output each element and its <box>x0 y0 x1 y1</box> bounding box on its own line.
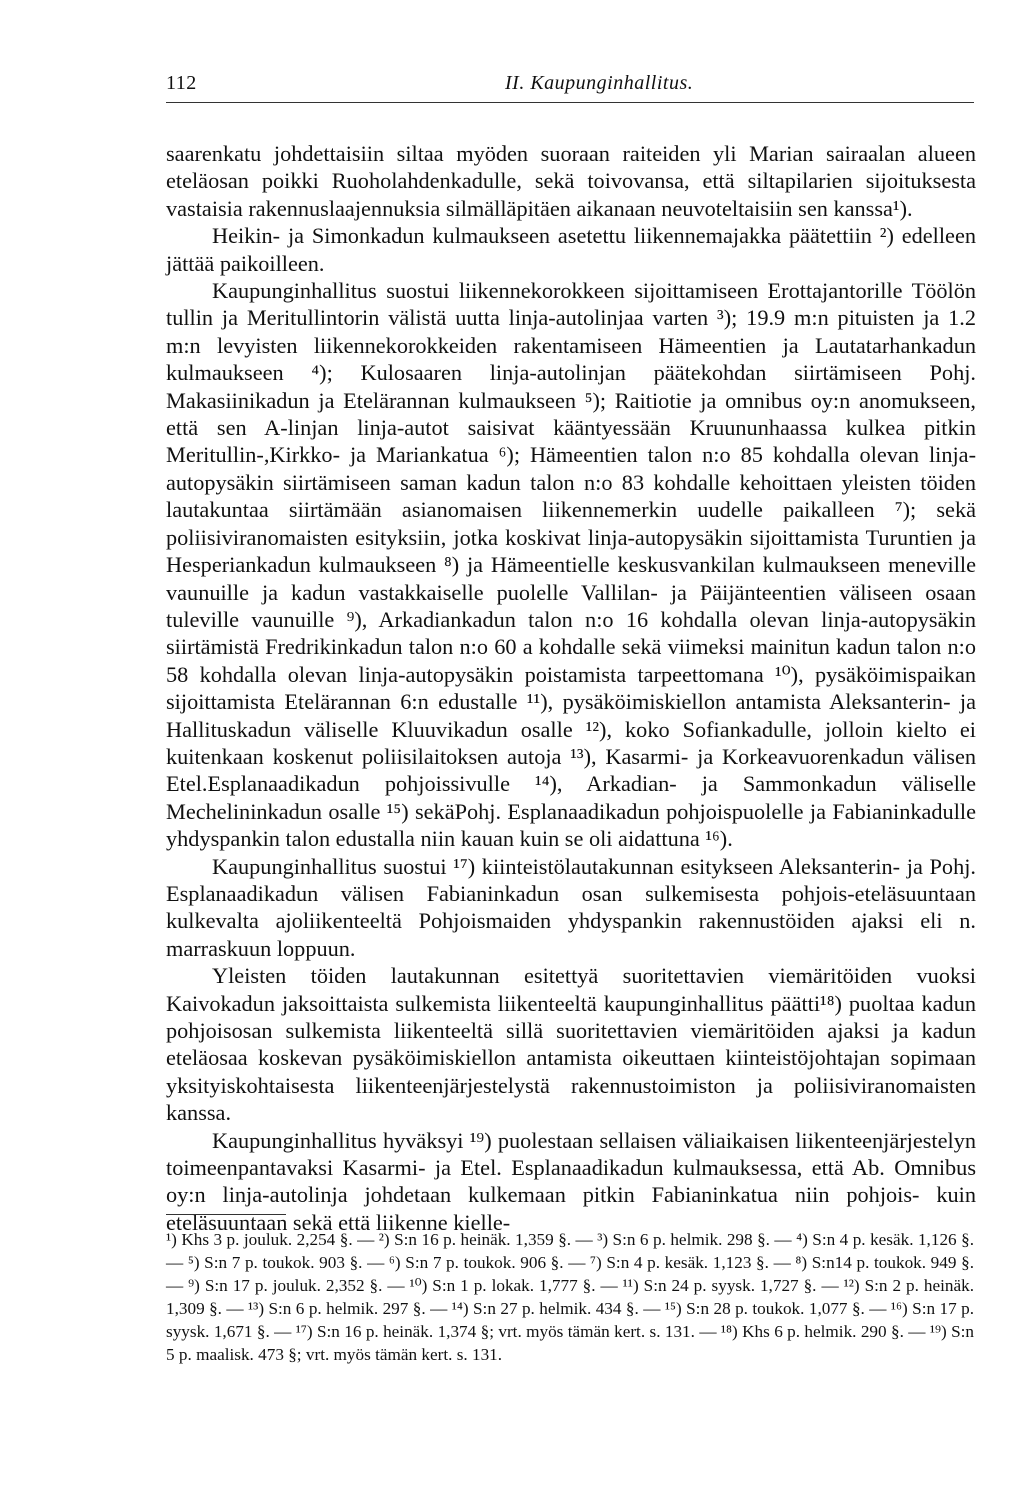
running-title: II. Kaupunginhallitus. <box>505 72 694 94</box>
paragraph-1: saarenkatu johdettaisiin siltaa myöden suoraan raiteiden yli Marian sairaalan alueen eteläosan poikki Ruoholahdenkadulle, sekä toivovansa, että siltapilarien sijoituksesta vastaisia rakennuslaajennuksia silmälläpitäen aikanaan neuvoteltaisiin sen kanssa¹). <box>166 141 976 221</box>
footnotes <box>166 1228 974 1366</box>
paragraph-3: Kaupunginhallitus suostui liikennekorokkeen sijoittamiseen Erottajantorille Töölön tullin ja Meritullintorin välistä uutta linja-autolinjaa varten ³); 19.9 m:n pituisten ja 1.2 m:n levyisten liikennekorokkeiden rakentamiseen Hämeentien ja Lautatarhankadun kulmaukseen ⁴); Kulosaaren linja-autolinjan päätekohdan siirtämiseen Pohj. Makasiinikadun ja Etelärannan kulmaukseen ⁵); Raitiotie ja omnibus oy:n anomukseen, että sen A-linjan linja-autot saisivat kääntyessään Kruununhaassa kulkea pitkin Meritullin-,Kirkko- ja Mariankatua ⁶); Hämeentien talon n:o 85 kohdalla olevan linja-autopysäkin siirtämiseen saman kadun talon n:o 83 kohdalle kehoittaen yleisten töiden lautakuntaa siirtämään asianomaisen liikennemerkin uudelle paikalleen ⁷); sekä poliisiviranomaisten esityksiin, jotka koskivat linja-autopysäkin sijoittamista Turuntien ja Hesperiankadun kulmaukseen ⁸) ja Hämeentielle keskusvankilan kulmaukseen meneville vaunuille ja kadun vastakkaiselle puolelle Vallilan- ja Päijänteentien väliseen osaan tuleville vaunuille ⁹), Arkadiankadun talon n:o 16 kohdalla olevan linja-autopysäkin siirtämistä Fredrikinkadun talon n:o 60 a kohdalle sekä viimeksi mainitun kadun talon n:o 58 kohdalla olevan linja-autopysäkin poistamista tarpeettomana ¹⁰), pysäköimispaikan sijoittamista Etelärannan 6:n edustalle ¹¹), pysäköimiskiellon antamista Aleksanterin- ja Hallituskadun väliselle Kluuvikadun osalle ¹²), koko Sofiankadulle, jolloin kielto ei kuitenkaan koskenut poliisilaitoksen autoja ¹³), Kasarmi- ja Korkeavuorenkadun välisen Etel.Esplanaadikadun pohjoissivulle ¹⁴), Arkadian- ja Sammonkadun väliselle Mechelininkadun osalle ¹⁵) sekäPohj. Esplanaadikadun pohjoispuolelle ja Fabianinkadulle yhdyspankin talon edustalla niin kauan kuin se oli aidattuna ¹⁶). <box>166 278 976 852</box>
footnote-divider <box>166 1214 286 1215</box>
footnote-text: ¹) Khs 3 p. jouluk. 2,254 §. — ²) S:n 16 p. heinäk. 1,359 §. — ³) S:n 6 p. helmik. 298 §. — ⁴) S:n 4 p. kesäk. 1,126 §. — ⁵) S:n 7 p. toukok. 903 §. — ⁶) S:n 7 p. toukok. 906 §. — ⁷) S:n 4 p. kesäk. 1,123 §. — ⁸) S:n14 p. toukok. 949 §. — ⁹) S:n 17 p. jouluk. 2,352 §. — ¹⁰) S:n 1 p. lokak. 1,777 §. — ¹¹) S:n 24 p. syysk. 1,727 §. — ¹²) S:n 2 p. heinäk. 1,309 §. — ¹³) S:n 6 p. helmik. 297 §. — ¹⁴) S:n 27 p. helmik. 434 §. — ¹⁵) S:n 28 p. toukok. 1,077 §. — ¹⁶) S:n 17 p. syysk. 1,671 §. — ¹⁷) S:n 16 p. heinäk. 1,374 §; vrt. myös tämän kert. s. 131. — ¹⁸) Khs 6 p. helmik. 290 §. — ¹⁹) S:n 5 p. maalisk. 473 §; vrt. myös tämän kert. s. 131. <box>166 1230 974 1364</box>
page-number: 112 <box>166 72 197 94</box>
paragraph-2: Heikin- ja Simonkadun kulmaukseen asetettu liikennemajakka päätettiin ²) edelleen jättää paikoilleen. <box>166 223 976 276</box>
paragraph-5: Yleisten töiden lautakunnan esitettyä suoritettavien viemäritöiden vuoksi Kaivokadun jaksoittaista sulkemista liikenteeltä kaupunginhallitus päätti¹⁸) puoltaa kadun pohjoisosan sulkemista liikenteeltä sillä suoritettavien viemäritöiden ajaksi ja kadun eteläosaa koskevan pysäköimiskiellon antamista oikeuttaen kiinteistöjohtajan sopimaan yksityiskohtaisesta liikenteenjärjestelystä rakennustoimiston ja poliisiviranomaisten kanssa. <box>166 963 976 1126</box>
paragraph-6: Kaupunginhallitus hyväksyi ¹⁹) puolestaan sellaisen väliaikaisen liikenteenjärjestelyn toimeenpantavaksi Kasarmi- ja Etel. Esplanaadikadun kulmauksessa, että Ab. Omnibus oy:n linja-autolinja johdetaan kulkemaan pitkin Fabianinkatua niin pohjois- kuin eteläsuuntaan sekä että liikenne kielle- <box>166 1127 976 1235</box>
paragraph-4: Kaupunginhallitus suostui ¹⁷) kiinteistölautakunnan esitykseen Aleksanterin- ja Pohj. Esplanaadikadun välisen Fabianinkadun osan sulkemisesta pohjois-eteläsuuntaan kulkevalta ajoliikenteeltä Pohjoismaiden yhdyspankin rakennustöiden ajaksi eli n. marraskuun loppuun. <box>166 853 976 961</box>
running-header <box>166 72 974 103</box>
body-text <box>166 140 976 1236</box>
